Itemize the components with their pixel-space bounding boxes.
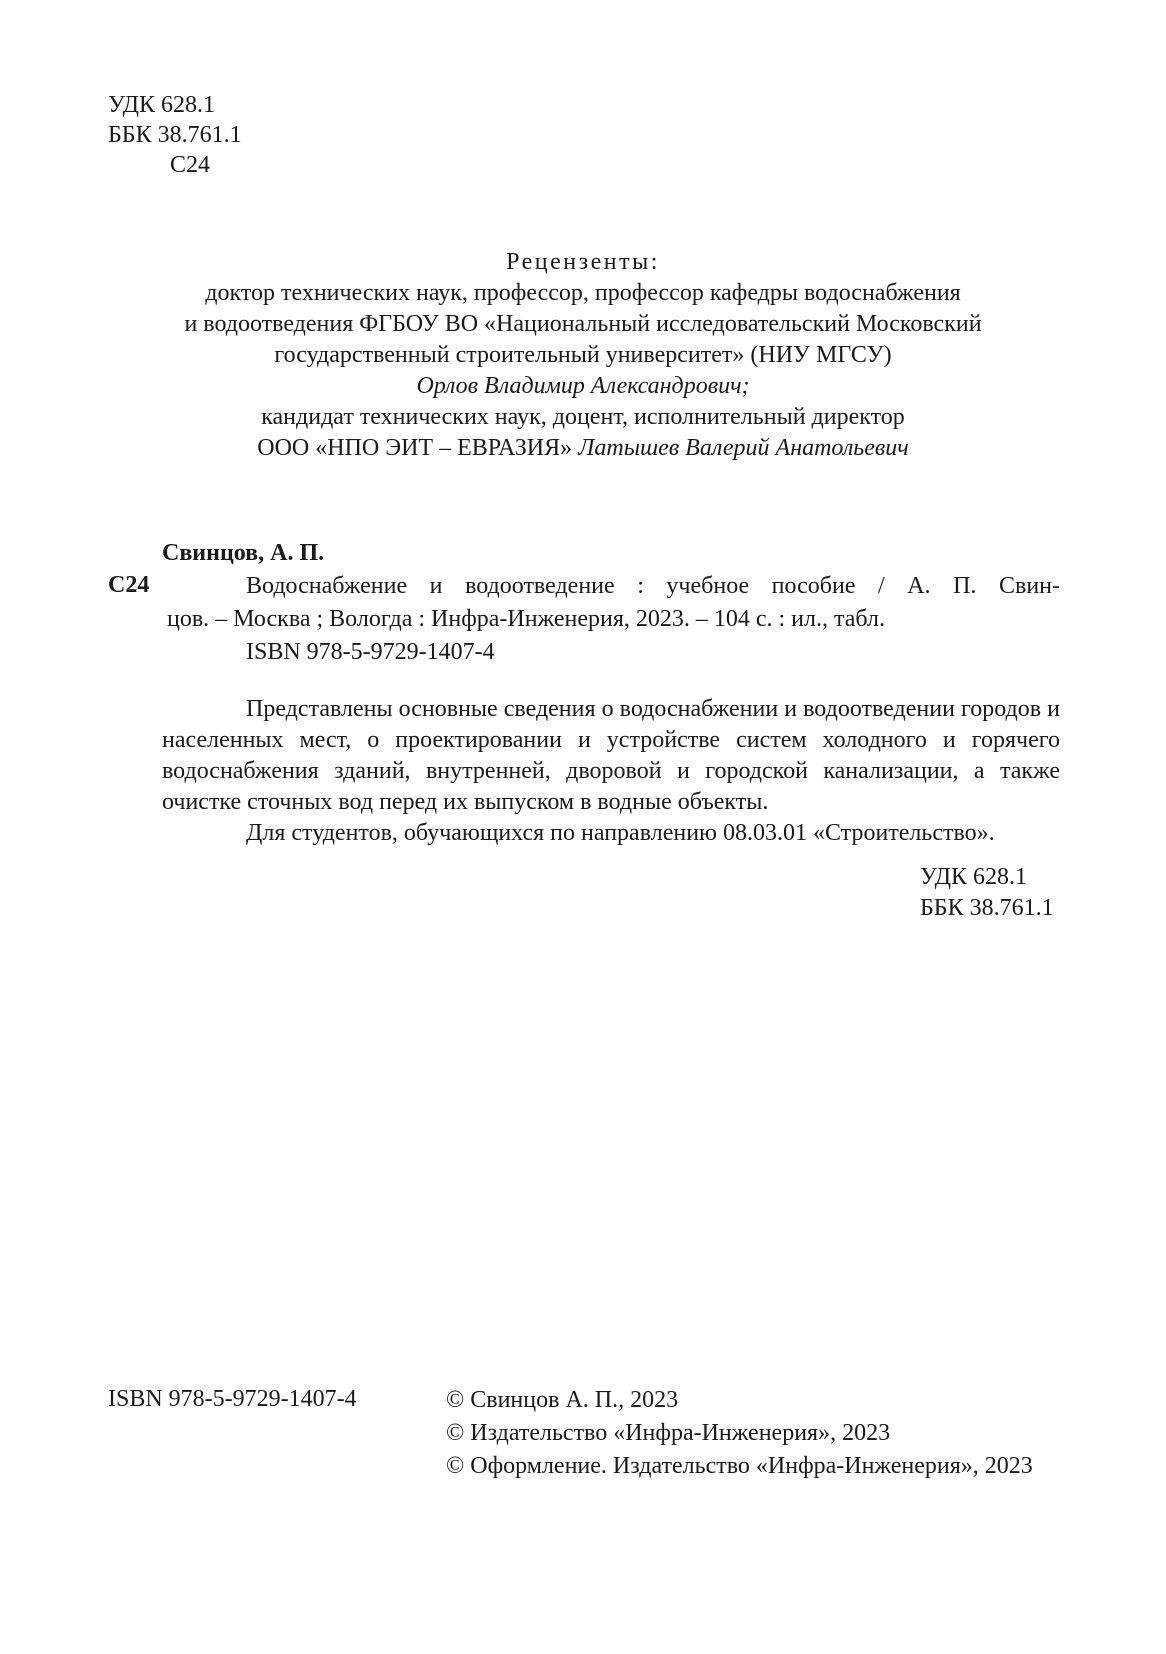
bibliographic-record (167, 570, 1060, 669)
reviewer1-line3: государственный строительный университет» (НИУ МГСУ) (274, 342, 892, 368)
annotation (162, 694, 1060, 849)
copyright-author: © Свинцов А. П., 2023 (446, 1387, 679, 1413)
udk-code-bottom: УДК 628.1 (920, 864, 1027, 890)
audience-paragraph: Для студентов, обучающихся по направлению 08.03.01 «Строительство». (246, 820, 995, 846)
classification-codes-top (108, 90, 242, 180)
record-line1: Водоснабжение и водоотведение : учебное пособие / А. П. Свин- (246, 573, 1060, 599)
reviewer2-name: Латышев Валерий Анатольевич (578, 435, 909, 461)
record-author: Свинцов, А. П. (162, 540, 325, 566)
annotation-paragraph: Представлены основные сведения о водоснабжении и водоотведении городов и населенных мест, о проектировании и устройстве систем холодного и горячего водоснабжения зданий, внутренней, дворовой и городской канализации, а также очистке сточных вод перед их выпуском в водные объекты. (162, 696, 1060, 815)
classification-codes-bottom (920, 862, 1054, 924)
udk-code: УДК 628.1 (108, 92, 215, 118)
reviewer2-line1: кандидат технических наук, доцент, исполнительный директор (261, 404, 905, 430)
reviewer1-name: Орлов Владимир Александрович; (416, 373, 750, 399)
copyright-block (446, 1384, 1033, 1483)
copyright-publisher: © Издательство «Инфра-Инженерия», 2023 (446, 1420, 891, 1446)
bbk-code-bottom: ББК 38.761.1 (920, 895, 1054, 921)
record-code: С24 (108, 572, 150, 598)
reviewer2-line2 (0, 433, 1166, 464)
reviewer2-org: ООО «НПО ЭИТ – ЕВРАЗИЯ» (257, 435, 573, 461)
record-line2: цов. – Москва ; Вологда : Инфра-Инженерия, 2023. – 104 с. : ил., табл. (167, 606, 886, 632)
reviewers-block (0, 247, 1166, 464)
footer-isbn: ISBN 978-5-9729-1407-4 (108, 1386, 357, 1412)
bbk-code: ББК 38.761.1 (108, 122, 242, 148)
author-sign: С24 (170, 152, 211, 178)
reviewers-title: Рецензенты: (506, 249, 660, 275)
record-isbn: ISBN 978-5-9729-1407-4 (246, 639, 495, 665)
copyright-design: © Оформление. Издательство «Инфра-Инженерия», 2023 (446, 1453, 1033, 1479)
reviewer1-line1: доктор технических наук, профессор, профессор кафедры водоснабжения (205, 280, 961, 306)
reviewer1-line2: и водоотведения ФГБОУ ВО «Национальный исследовательский Московский (184, 311, 982, 337)
